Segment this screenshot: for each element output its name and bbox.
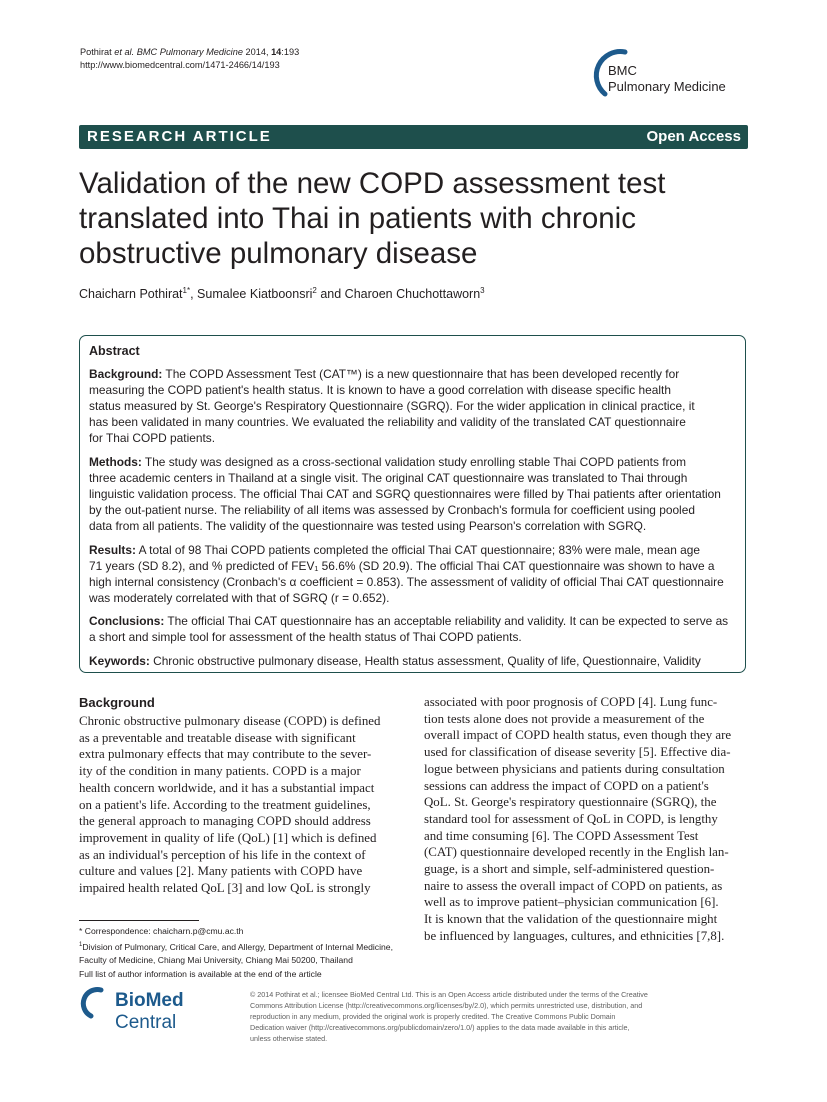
author-name[interactable]: Sumalee Kiatboonsri (197, 287, 313, 302)
abstract-keywords (89, 653, 739, 669)
body-line: improvement in quality of life (QoL) [1] which is defined (79, 830, 377, 845)
license-text (250, 989, 740, 1044)
body-line: and time consuming [6]. The COPD Assessment Test (424, 828, 699, 843)
body-line: be influenced by languages, cultures, and ethnicities [7,8]. (424, 928, 725, 943)
citation-journal: BMC Pulmonary Medicine (136, 47, 243, 57)
abstract-line: was moderately correlated with that of SGRQ (r = 0.652). (89, 591, 390, 606)
author-name[interactable]: Charoen Chuchottaworn (344, 287, 481, 302)
body-line: (CAT) questionnaire developed recently in the English lan- (424, 845, 729, 860)
abstract-label: Methods: (89, 455, 142, 469)
affil-line: Division of Pulmonary, Critical Care, and Allergy, Department of Internal Medicine, (82, 941, 393, 952)
body-line: on a patient's life. According to the treatment guidelines, (79, 797, 371, 812)
body-line: used for classification of disease severity [5]. Effective dia- (424, 745, 731, 760)
abstract-label: Background: (89, 367, 163, 381)
author-separator: , (190, 287, 198, 302)
correspondence-note[interactable]: * Correspondence: chaicharn.p@cmu.ac.th (79, 926, 244, 936)
body-line: as a preventable and treatable disease with significant (79, 730, 356, 745)
license-line: Dedication waiver (http://creativecommons.org/publicdomain/zero/1.0/) applies to the data made available in this article, (250, 1023, 630, 1033)
abstract-line: status measured by St. George's Respiratory Questionnaire (SGRQ). For the wider application in clinical practice, it (89, 399, 695, 414)
abstract-line: by the out-patient nurse. The reliability of all items was assessed by Cronbach's formula for coefficient using pooled (89, 503, 695, 518)
author-affil: 3 (480, 286, 485, 295)
body-right-column (424, 694, 749, 945)
citation-authors: Pothirat (80, 47, 112, 57)
journal-logo (591, 46, 761, 104)
body-line: standard tool for assessment of QoL in COPD, is lengthy (424, 811, 718, 826)
citation-header (80, 46, 299, 72)
abstract-label: Conclusions: (89, 614, 165, 628)
publisher-name-bold: BioMed (115, 990, 184, 1011)
abstract-line: has been validated in many countries. We evaluated the reliability and validity of the translated CAT questionnaire (89, 415, 686, 430)
author-name[interactable]: Chaicharn Pothirat (79, 287, 183, 302)
body-line: naire to assess the overall impact of COPD on patients, as (424, 878, 723, 893)
footnotes (79, 925, 409, 981)
abstract-line: a short and simple tool for assessment of the health status of Thai COPD patients. (89, 630, 522, 645)
citation-volume: 14 (271, 47, 282, 57)
body-line: overall impact of COPD health status, even though they are (424, 728, 732, 743)
affiliation-note (79, 939, 409, 954)
abstract-line: The COPD Assessment Test (CAT™) is a new questionnaire that has been developed recently for (162, 367, 680, 381)
body-line: impaired health related QoL [3] and low QoL is strongly (79, 881, 371, 896)
abstract-line: three academic centers in Thailand at a single visit. The original CAT questionnaire was translated to Thai through (89, 471, 688, 486)
body-line: ity of the condition in many patients. COPD is a major (79, 764, 361, 779)
body-line: It is known that the validation of the questionnaire might (424, 912, 718, 927)
author-separator: and (316, 287, 345, 302)
abstract-line: measuring the COPD patient's health status. It is known to have a good correlation with disease specific health (89, 383, 671, 398)
abstract-line: high internal consistency (Cronbach's α coefficient = 0.853). The assessment of validity of official Thai CAT questionnaire (89, 575, 724, 590)
body-line: QoL. St. George's respiratory questionnaire (SGRQ), the (424, 795, 717, 810)
citation-year: 2014, (245, 47, 269, 57)
body-line: guage, is a short and simple, self-administered question- (424, 862, 715, 877)
author-list (79, 286, 485, 301)
affil-line: Faculty of Medicine, Chiang Mai University, Chiang Mai 50200, Thailand (79, 955, 353, 966)
citation-article: :193 (281, 47, 300, 57)
title-line: obstructive pulmonary disease (79, 237, 478, 270)
abstract-results (89, 542, 739, 606)
abstract-background (89, 366, 739, 446)
abstract-line: The official Thai CAT questionnaire has an acceptable reliability and validity. It can be expected to serve as (164, 614, 729, 628)
keywords-text: Chronic obstructive pulmonary disease, Health status assessment, Quality of life, Questionnaire, Validity (149, 654, 701, 668)
open-access-label: Open Access (646, 128, 741, 145)
abstract-line: 71 years (SD 8.2), and % predicted of FEV₁ 56.6% (SD 20.9). The official Thai CAT questionnaire was shown to have a (89, 559, 715, 574)
body-left-column (79, 713, 404, 897)
author-affil: 2 (312, 286, 317, 295)
abstract-label: Keywords: (89, 654, 150, 668)
abstract-methods (89, 454, 739, 534)
body-line: associated with poor prognosis of COPD [4]. Lung func- (424, 695, 718, 709)
biomed-central-icon (79, 986, 113, 1020)
abstract-line: The study was designed as a cross-sectional validation study enrolling stable Thai COPD patients from (141, 455, 687, 469)
article-type-banner (79, 125, 748, 149)
body-line: extra pulmonary effects that may contribute to the sever- (79, 747, 372, 762)
abstract-line: linguistic validation process. The official Thai CAT and SGRQ questionnaires were filled by Thai patients after orientation (89, 487, 721, 502)
affil-sup: 1 (79, 941, 83, 948)
citation-etal: et al. (114, 47, 135, 57)
section-heading: Background (79, 695, 155, 710)
body-line: Chronic obstructive pulmonary disease (COPD) is defined (79, 714, 381, 728)
license-line: reproduction in any medium, provided the original work is properly credited. The Creative Commons Public Domain (250, 1012, 616, 1022)
author-affil: 1* (182, 286, 191, 295)
article-type-label: RESEARCH ARTICLE (87, 128, 272, 145)
article-title (79, 166, 739, 271)
license-line: © 2014 Pothirat et al.; licensee BioMed Central Ltd. This is an Open Access article distributed under the terms of the Creative (250, 990, 648, 999)
body-line: well as to improve patient–physician communication [6]. (424, 895, 719, 910)
body-line: culture and values [2]. Many patients with COPD have (79, 864, 363, 879)
full-list-note: Full list of author information is available at the end of the article (79, 968, 322, 979)
abstract-label: Results: (89, 543, 136, 557)
abstract-heading: Abstract (89, 344, 140, 358)
logo-line-bmc: BMC (608, 63, 637, 78)
body-line: as an individual's perception of his life in the context of (79, 847, 366, 862)
license-line: Commons Attribution License (http://creativecommons.org/licenses/by/2.0), which permits unrestricted use, distribution, and (250, 1001, 643, 1011)
abstract-box (79, 335, 746, 673)
body-line: tion tests alone does not provide a measurement of the (424, 711, 705, 726)
license-line: unless otherwise stated. (250, 1034, 328, 1044)
logo-line-journal: Pulmonary Medicine (608, 79, 726, 94)
title-line: translated into Thai in patients with chronic (79, 202, 636, 235)
abstract-line: for Thai COPD patients. (89, 431, 216, 446)
publisher-name-rest: Central (115, 1012, 177, 1033)
body-line: the general approach to managing COPD should address (79, 814, 371, 829)
body-line: logue between physicians and patients during consultation (424, 761, 725, 776)
title-line: Validation of the new COPD assessment test (79, 167, 666, 200)
footnote-divider (79, 920, 199, 921)
publisher-logo (79, 986, 249, 1033)
abstract-line: data from all patients. The validity of the questionnaire was tested using Pearson's correlation with SGRQ. (89, 519, 647, 534)
abstract-line: A total of 98 Thai COPD patients completed the official Thai CAT questionnaire; 83% were male, mean age (135, 543, 700, 557)
body-line: sessions can address the impact of COPD on a patient's (424, 778, 709, 793)
abstract-conclusions (89, 613, 739, 645)
body-line: health concern worldwide, and it has a substantial impact (79, 780, 375, 795)
article-url[interactable]: http://www.biomedcentral.com/1471-2466/14/193 (80, 60, 280, 70)
